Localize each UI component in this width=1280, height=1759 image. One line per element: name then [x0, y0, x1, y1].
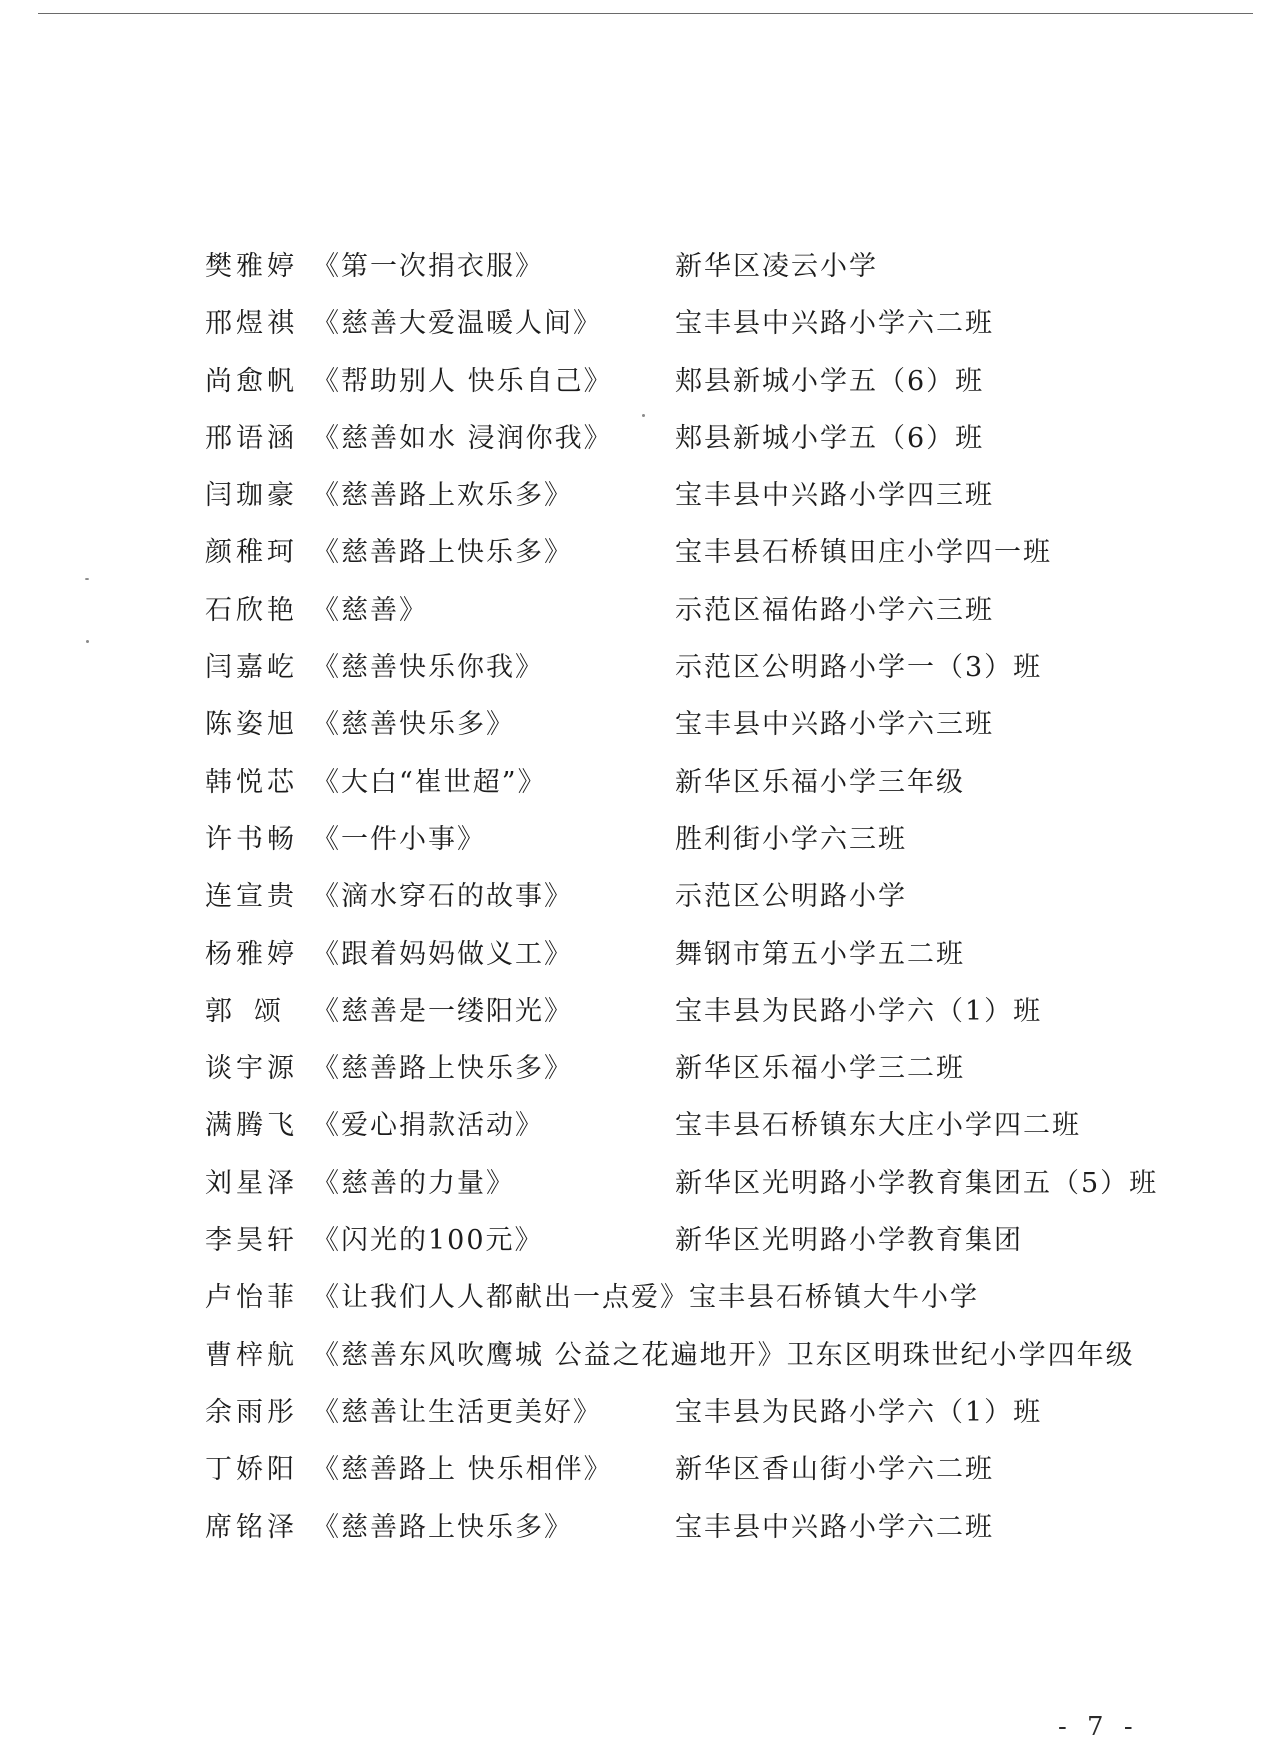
list-item — [205, 1109, 1165, 1166]
list-item — [205, 1339, 1165, 1396]
title-and-school — [205, 1281, 979, 1315]
school-name: 郏县新城小学五（6）班 — [675, 365, 985, 397]
student-name: 席铭泽 — [205, 1511, 298, 1543]
school-name: 胜利街小学六三班 — [675, 823, 907, 855]
student-name: 韩悦芯 — [205, 766, 298, 798]
list-item — [205, 365, 1165, 422]
student-name: 杨雅婷 — [205, 938, 298, 970]
school-name: 示范区福佑路小学六三班 — [675, 594, 994, 626]
student-name: 石欣艳 — [205, 594, 298, 626]
list-item — [205, 422, 1165, 479]
work-title: 《慈善是一缕阳光》 — [312, 995, 573, 1027]
student-name: 丁娇阳 — [205, 1454, 298, 1486]
work-title: 《慈善快乐你我》 — [312, 652, 544, 684]
school-name: 新华区光明路小学教育集团五（5）班 — [675, 1167, 1159, 1199]
list-item — [205, 536, 1165, 593]
school-name: 新华区乐福小学三年级 — [675, 766, 965, 798]
work-title: 《慈善路上 快乐相伴》 — [312, 1454, 613, 1486]
list-item — [205, 1224, 1165, 1281]
school-name: 宝丰县中兴路小学六二班 — [675, 308, 994, 340]
work-title: 《慈善东风吹鹰城 公益之花遍地开》 — [312, 1339, 787, 1371]
list-item — [205, 651, 1165, 708]
student-name: 满腾飞 — [205, 1110, 298, 1142]
work-title: 《一件小事》 — [312, 823, 486, 855]
school-name: 宝丰县为民路小学六（1）班 — [675, 1396, 1043, 1428]
title-and-school — [205, 1339, 1135, 1373]
work-title: 《慈善路上快乐多》 — [312, 1053, 573, 1085]
list-item — [205, 479, 1165, 536]
school-name: 新华区光明路小学教育集团 — [675, 1225, 1023, 1257]
student-name: 邢语涵 — [205, 422, 298, 454]
student-name: 闫珈豪 — [205, 480, 298, 512]
school-name: 舞钢市第五小学五二班 — [675, 938, 965, 970]
list-item — [205, 766, 1165, 823]
list-item — [205, 1281, 1165, 1338]
list-item — [205, 1167, 1165, 1224]
school-name: 宝丰县中兴路小学六三班 — [675, 709, 994, 741]
student-name: 连宣贵 — [205, 881, 298, 913]
award-list — [205, 250, 1165, 1568]
work-title: 《慈善的力量》 — [312, 1167, 515, 1199]
work-title: 《帮助别人 快乐自己》 — [312, 365, 613, 397]
list-item — [205, 823, 1165, 880]
list-item — [205, 938, 1165, 995]
student-name: 刘星泽 — [205, 1167, 298, 1199]
student-name: 余雨彤 — [205, 1396, 298, 1428]
list-item — [205, 307, 1165, 364]
school-name: 新华区香山街小学六二班 — [675, 1454, 994, 1486]
work-title: 《跟着妈妈做义工》 — [312, 938, 573, 970]
scan-speck — [642, 414, 645, 417]
school-name: 宝丰县石桥镇田庄小学四一班 — [675, 537, 1052, 569]
school-name: 示范区公明路小学 — [675, 881, 907, 913]
list-item — [205, 708, 1165, 765]
school-name: 示范区公明路小学一（3）班 — [675, 652, 1043, 684]
list-item — [205, 1396, 1165, 1453]
scan-speck — [85, 578, 89, 580]
student-name: 邢煜祺 — [205, 308, 298, 340]
work-title: 《滴水穿石的故事》 — [312, 881, 573, 913]
student-name: 许书畅 — [205, 823, 298, 855]
student-name: 闫嘉屹 — [205, 652, 298, 684]
scan-speck — [86, 640, 89, 643]
school-name: 宝丰县为民路小学六（1）班 — [675, 995, 1043, 1027]
student-name: 卢怡菲 — [205, 1282, 298, 1314]
student-name: 樊雅婷 — [205, 251, 298, 282]
school-name: 郏县新城小学五（6）班 — [675, 422, 985, 454]
work-title: 《慈善路上快乐多》 — [312, 1511, 573, 1543]
list-item — [205, 1052, 1165, 1109]
student-name: 李昊轩 — [205, 1225, 298, 1257]
school-name: 宝丰县石桥镇大牛小学 — [689, 1282, 979, 1314]
student-name: 郭颂 — [205, 995, 303, 1027]
work-title: 《慈善如水 浸润你我》 — [312, 422, 613, 454]
student-name: 尚愈帆 — [205, 365, 298, 397]
school-name: 新华区乐福小学三二班 — [675, 1053, 965, 1085]
list-item — [205, 995, 1165, 1052]
school-name: 新华区凌云小学 — [675, 251, 878, 282]
list-item — [205, 594, 1165, 651]
school-name: 卫东区明珠世纪小学四年级 — [786, 1339, 1135, 1371]
list-item — [205, 1453, 1165, 1510]
work-title: 《大白“崔世超”》 — [312, 766, 547, 798]
top-border-line — [38, 13, 1253, 14]
work-title: 《慈善大爱温暖人间》 — [312, 308, 602, 340]
list-item — [205, 250, 1165, 307]
school-name: 宝丰县中兴路小学六二班 — [675, 1511, 994, 1543]
work-title: 《慈善路上快乐多》 — [312, 537, 573, 569]
list-item — [205, 1511, 1165, 1568]
work-title: 《第一次捐衣服》 — [312, 251, 544, 282]
student-name: 陈姿旭 — [205, 709, 298, 741]
work-title: 《慈善》 — [312, 594, 428, 626]
list-item — [205, 880, 1165, 937]
work-title: 《慈善快乐多》 — [312, 709, 515, 741]
school-name: 宝丰县中兴路小学四三班 — [675, 480, 994, 512]
work-title: 《爱心捐款活动》 — [312, 1110, 544, 1142]
page-number: - 7 - — [1058, 1712, 1139, 1742]
work-title: 《让我们人人都献出一点爱》 — [312, 1282, 689, 1314]
work-title: 《闪光的100元》 — [312, 1225, 544, 1257]
student-name: 曹梓航 — [205, 1339, 298, 1371]
school-name: 宝丰县石桥镇东大庄小学四二班 — [675, 1110, 1081, 1142]
work-title: 《慈善让生活更美好》 — [312, 1396, 602, 1428]
student-name: 颜稚珂 — [205, 537, 298, 569]
work-title: 《慈善路上欢乐多》 — [312, 480, 573, 512]
student-name: 谈宇源 — [205, 1053, 298, 1085]
